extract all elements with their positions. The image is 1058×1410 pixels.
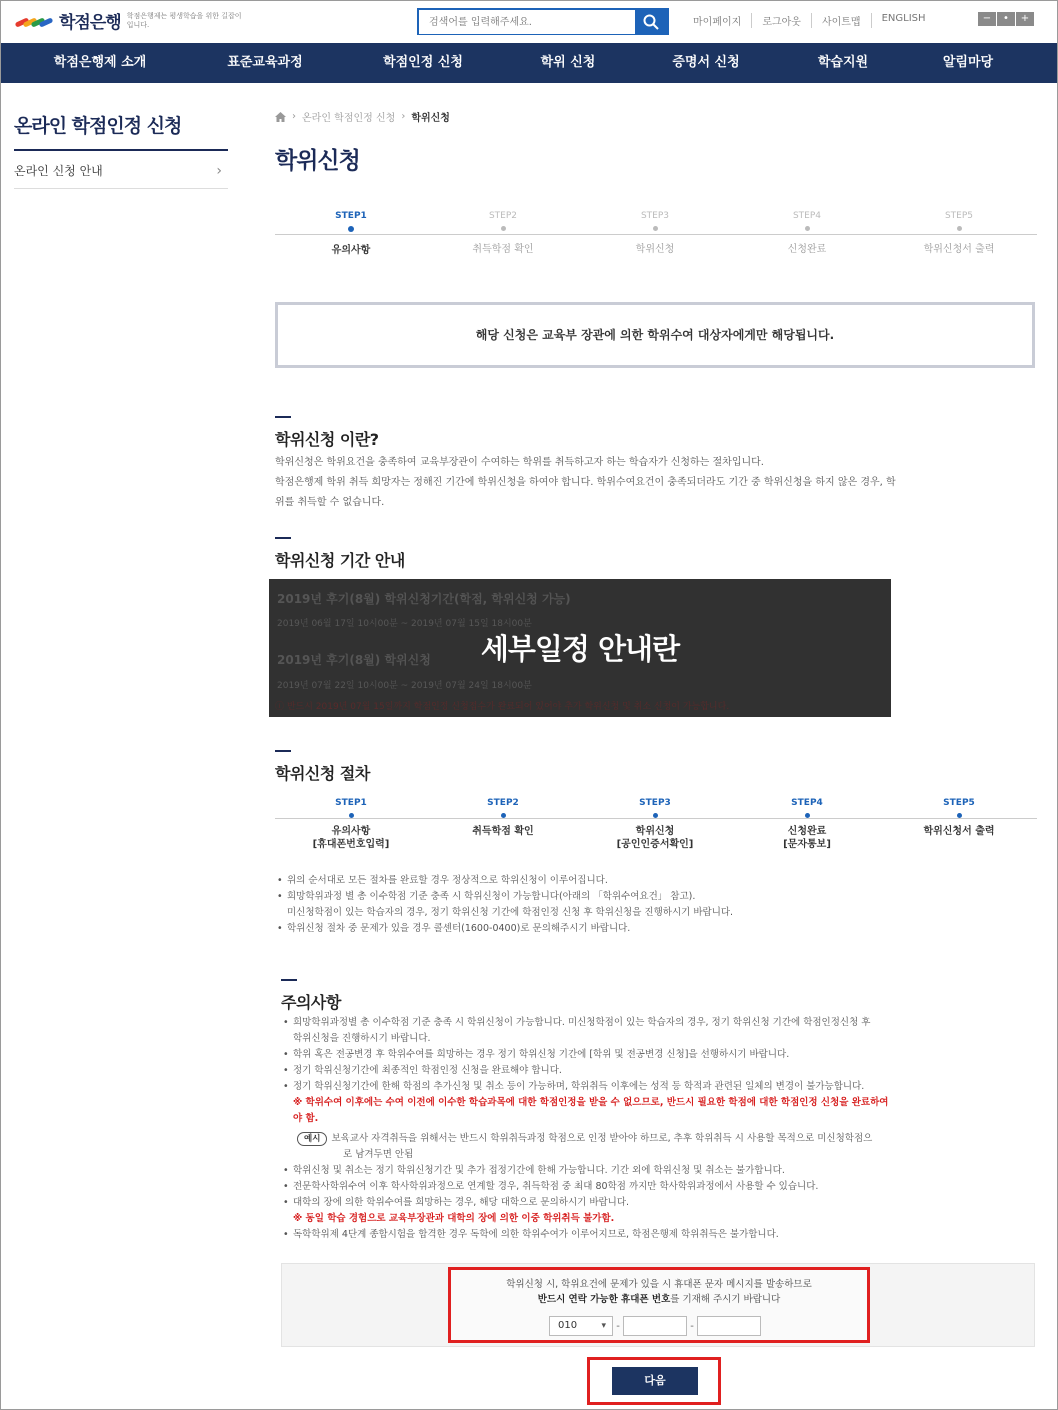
search-button[interactable]	[635, 10, 667, 33]
step-dot	[349, 813, 354, 818]
period-block-title: 2019년 후기(8월) 학위신청	[277, 653, 431, 667]
step-dot	[653, 813, 658, 818]
breadcrumb-separator: ›	[292, 111, 296, 122]
step-label: 학위신청서 출력	[923, 244, 995, 255]
step-dot	[501, 226, 506, 231]
nav-item-certificate[interactable]: 증명서 신청	[672, 55, 740, 70]
section-title-caution: 주의사항	[281, 990, 341, 1013]
step-dot	[805, 813, 810, 818]
period-schedule-panel	[269, 579, 891, 717]
step-1	[275, 211, 427, 256]
paragraph-line: 위를 취득할 수 없습니다.	[275, 497, 385, 508]
phone-instruction: 학위신청 시, 학위요건에 문제가 있을 시 휴대폰 문자 메시지를 발송하므로	[506, 1279, 812, 1290]
step-5	[883, 211, 1035, 255]
nav-item-learning-support[interactable]: 학습지원	[817, 55, 869, 70]
top-header	[1, 1, 1057, 43]
step-label: 취득학점 확인	[472, 244, 534, 255]
step-label: 신청완료	[787, 244, 827, 255]
next-button[interactable]: 다음	[612, 1367, 698, 1395]
step-label: 유의사항	[331, 245, 371, 256]
step-4	[731, 211, 883, 255]
procedure-step-5	[883, 798, 1035, 838]
phone-prefix-select[interactable]: 010 ▾	[549, 1316, 613, 1336]
zoom-in-button[interactable]: +	[1016, 12, 1034, 26]
period-warning: ⓘ 반드시 2019년 07월 15일까지 학점인정 신청접수가 완료되어 있어야 추가 학위신청 및 취소 신청이 가능합니다.	[275, 702, 730, 712]
list-item: • 학위신청 및 취소는 정기 학위신청기간 및 추가 접정기간에 한해 가능합니다. 기간 외에 학위신청 및 취소는 불가합니다.	[281, 1163, 1035, 1179]
step-number: STEP3	[640, 211, 670, 221]
step-3	[579, 211, 731, 255]
chevron-right-icon: ›	[216, 163, 222, 179]
util-link-mypage[interactable]: 마이페이지	[693, 17, 742, 28]
phone-input-box	[448, 1267, 870, 1343]
step-number: STEP3	[639, 798, 671, 808]
util-link-sitemap[interactable]: 사이트맵	[811, 13, 871, 28]
step-label: 유의사항 [휴대폰번호입력]	[312, 826, 390, 850]
list-item: • 학위 혹은 전공변경 후 학위수여를 희망하는 경우 정기 학위신청 기간에 [학위 및 전공변경 신청]을 선행하시기 바랍니다.	[281, 1047, 1035, 1063]
period-block-title: 2019년 후기(8월) 학위신청기간(학점, 학위신청 가능)	[277, 592, 571, 606]
phone-last-field[interactable]	[697, 1316, 761, 1336]
procedure-notes	[275, 873, 1035, 937]
period-block-date: 2019년 07월 22일 10시00분 ~ 2019년 07월 24일 18시00분	[277, 681, 532, 691]
list-item: • 정기 학위신청기간에 최종적인 학점인정 신청을 완료해야 합니다.	[281, 1063, 1035, 1079]
breadcrumb-current: 학위신청	[411, 113, 450, 124]
list-item: 미신청학점이 있는 학습자의 경우, 정기 학위신청 기간에 학점인정 신청 후 학위신청을 진행하시기 바랍니다.	[287, 907, 734, 918]
caution-list	[281, 1015, 1035, 1243]
step-2	[427, 211, 579, 255]
list-item: 학위신청을 진행하시기 바랍니다.	[293, 1033, 431, 1044]
logo-mark-icon	[15, 11, 53, 31]
paragraph-line: 학위신청은 학위요건을 충족하여 교육부장관이 수여하는 학위를 취득하고자 하는 학습자가 신청하는 절차입니다.	[275, 457, 764, 468]
list-item-warning: ※ 학위수여 이후에는 수여 이전에 이수한 학습과목에 대한 학점인정을 받을 수 없으므로, 반드시 필요한 학점에 대한 학점인정 신청을 완료하여	[293, 1097, 889, 1108]
breadcrumb	[275, 109, 450, 124]
nav-item-notice[interactable]: 알림마당	[942, 55, 994, 70]
list-item: • 정기 학위신청기간에 한해 학점의 추가신청 및 취소 등이 가능하며, 학위취득 이후에는 성적 등 학적과 관련된 일체의 변경이 불가능합니다.	[281, 1079, 1035, 1095]
nav-item-about[interactable]: 학점은행제 소개	[53, 55, 147, 70]
breadcrumb-separator: ›	[401, 111, 406, 122]
step-dot	[348, 226, 354, 232]
list-item: • 전문학사학위수여 이후 학사학위과정으로 연계할 경우, 취득학점 중 최대 80학점 까지만 학사학위과정에서 사용할 수 있습니다.	[281, 1179, 1035, 1195]
step-number: STEP1	[335, 211, 367, 221]
phone-fields	[549, 1316, 761, 1336]
search-box	[417, 8, 669, 35]
step-dot	[957, 813, 962, 818]
example-tag: 예시	[297, 1132, 327, 1146]
lnb-divider	[14, 149, 228, 151]
step-label: 학위신청서 출력	[923, 826, 995, 837]
notice-box: 해당 신청은 교육부 장관에 의한 학위수여 대상자에게만 해당됩니다.	[275, 302, 1035, 368]
step-number: STEP2	[487, 798, 519, 808]
main-nav	[1, 43, 1057, 83]
section-title-procedure: 학위신청 절차	[275, 761, 370, 784]
home-icon[interactable]	[275, 112, 286, 122]
step-dot	[805, 226, 810, 231]
lnb-item-label: 온라인 신청 안내	[14, 164, 103, 178]
lnb-item-online-guide[interactable]	[14, 153, 228, 189]
list-item: • 대학의 장에 의한 학위수여를 희망하는 경우, 해당 대학으로 문의하시기 바랍니다.	[281, 1195, 1035, 1211]
step-label: 신청완료 [문자통보]	[783, 826, 831, 850]
procedure-step-3	[579, 798, 731, 851]
list-item: • 희망학위과정별 총 이수학점 기준 충족 시 학위신청이 가능합니다. 미신청학점이 있는 학습자의 경우, 정기 학위신청 기간에 학점인정신청 후	[281, 1015, 1035, 1031]
list-item: • 희망학위과정 별 총 이수학점 기준 충족 시 학위신청이 가능합니다(아래의 「학위수여요건」 참고).	[275, 889, 1035, 905]
list-item: 로 남겨두면 안됨	[343, 1149, 414, 1160]
page-title: 학위신청	[275, 148, 360, 174]
paragraph-line: 학점은행제 학위 취득 희망자는 정해진 기간에 학위신청을 하여야 합니다. 학위수여요건이 충족되더라도 기간 중 학위신청을 하지 않은 경우, 학	[275, 477, 896, 488]
search-input[interactable]	[419, 11, 635, 34]
phone-middle-field[interactable]	[623, 1316, 687, 1336]
list-item: • 학위신청 절차 중 문제가 있을 경우 콜센터(1600-0400)로 문의해주시기 바랍니다.	[275, 921, 1035, 937]
nav-item-curriculum[interactable]: 표준교육과정	[227, 55, 303, 70]
lnb-title: 온라인 학점인정 신청	[14, 115, 182, 137]
step-number: STEP4	[791, 798, 823, 808]
procedure-step-1	[275, 798, 427, 851]
phone-instruction: 반드시 연락 가능한 휴대폰 번호를 기재해 주시기 바랍니다	[537, 1294, 781, 1305]
zoom-controls	[977, 12, 1034, 26]
progress-steps	[275, 211, 1037, 261]
util-link-logout[interactable]: 로그아웃	[751, 13, 811, 28]
list-item-example: 예시 보육교사 자격취득을 위해서는 반드시 학위취득과정 학점으로 인정 받아야 하므로, 추후 학위취득 시 사용할 목적으로 미신청학점으	[281, 1131, 1035, 1147]
nav-item-degree-apply[interactable]: 학위 신청	[540, 55, 596, 70]
schedule-overlay-label: 세부일정 안내란	[480, 632, 680, 666]
procedure-step-2	[427, 798, 579, 838]
step-number: STEP2	[488, 211, 518, 221]
list-item: • 위의 순서대로 모든 절차를 완료할 경우 정상적으로 학위신청이 이루어집니다.	[275, 873, 1035, 889]
next-button-highlight	[587, 1357, 721, 1405]
logo-name: 학점은행	[59, 13, 121, 33]
section-title-period: 학위신청 기간 안내	[275, 548, 405, 571]
section-title-what-is: 학위신청 이란?	[275, 427, 379, 450]
step-number: STEP5	[943, 798, 975, 808]
phone-dash: -	[616, 1320, 620, 1332]
breadcrumb-item[interactable]: 온라인 학점인정 신청	[302, 113, 396, 124]
step-dot	[957, 226, 962, 231]
step-number: STEP5	[944, 211, 974, 221]
step-number: STEP4	[792, 211, 822, 221]
step-dot	[653, 226, 658, 231]
list-item-warning: ※ 동일 학습 경험으로 교육부장관과 대학의 장에 의한 이중 학위취득 불가함.	[293, 1213, 615, 1224]
list-item: • 독학학위제 4단계 종합시험을 합격한 경우 독학에 의한 학위수여가 이루어지므로, 학점은행제 학위취득은 불가합니다.	[281, 1227, 1035, 1243]
period-block-date: 2019년 06월 17일 10시00분 ~ 2019년 07월 15일 18시00분	[277, 619, 532, 629]
list-item-warning: 야 함.	[293, 1113, 319, 1124]
procedure-steps	[275, 798, 1037, 860]
what-is-description	[275, 453, 1035, 513]
zoom-reset-button[interactable]: •	[997, 12, 1015, 26]
search-icon	[643, 14, 659, 30]
step-dot	[501, 813, 506, 818]
step-number: STEP1	[335, 798, 367, 808]
zoom-out-button[interactable]: −	[978, 12, 996, 26]
site-logo[interactable]	[15, 8, 247, 33]
nav-item-credit-apply[interactable]: 학점인정 신청	[383, 55, 463, 70]
phone-dash: -	[690, 1320, 694, 1332]
utility-links	[693, 13, 936, 28]
step-label: 취득학점 확인	[472, 826, 534, 837]
util-link-english[interactable]: ENGLISH	[871, 13, 936, 28]
step-label: 학위신청	[635, 244, 675, 255]
procedure-step-4	[731, 798, 883, 851]
step-label: 학위신청 [공인인증서확인]	[616, 826, 694, 850]
logo-subtitle: 학점은행제는 평생학습을 위한 길잡이 입니다.	[126, 11, 242, 29]
